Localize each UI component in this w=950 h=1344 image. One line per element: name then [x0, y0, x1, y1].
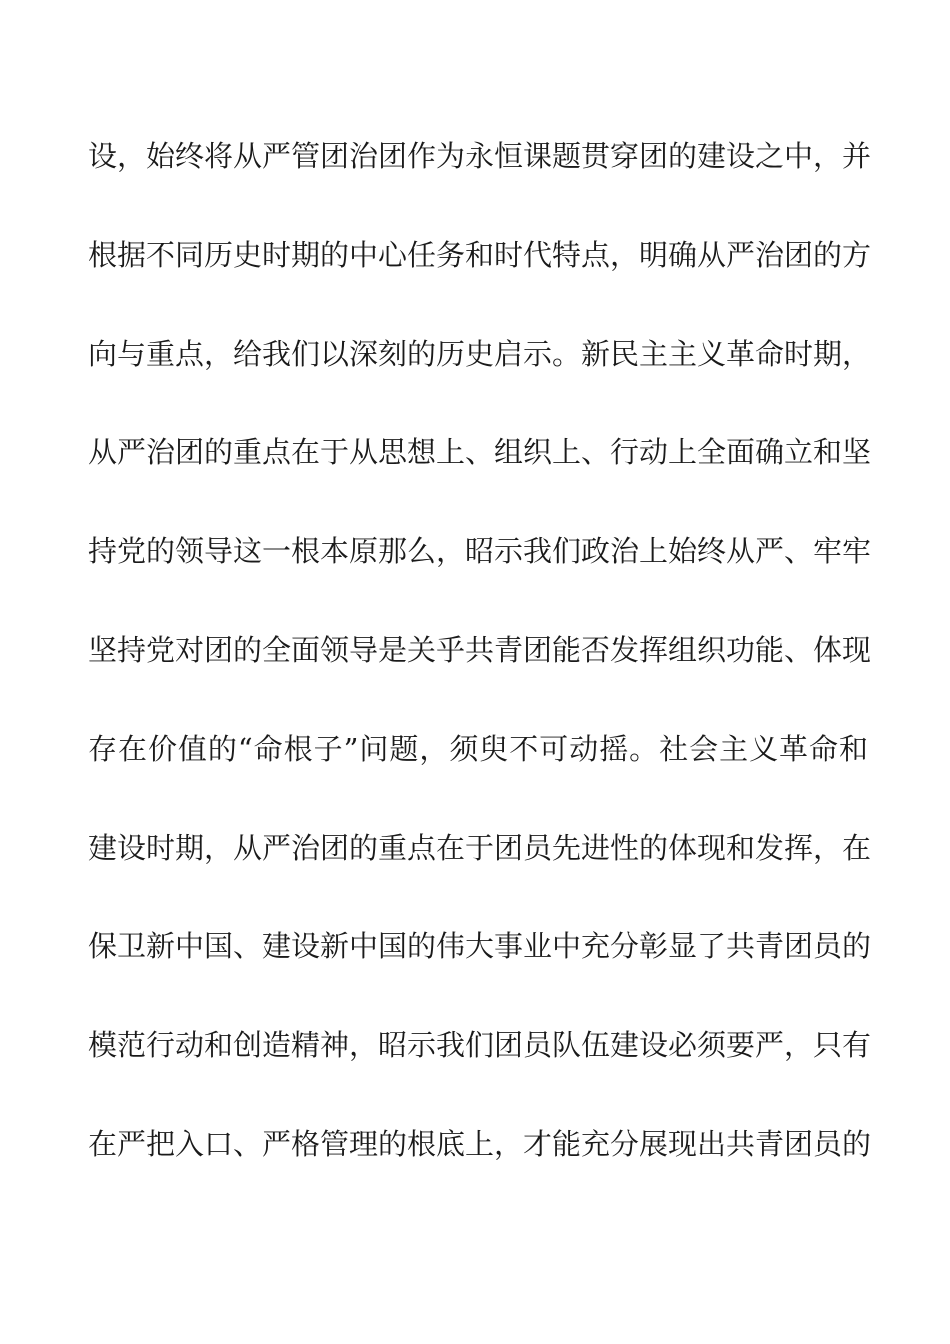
text-line: 保卫新中国、建设新中国的伟大事业中充分彰显了共青团员的 — [88, 929, 872, 964]
text-line: 根据不同历史时期的中心任务和时代特点，明确从严治团的方 — [88, 237, 872, 272]
text-line: 存在价值的“命根子”问题，须臾不可动摇。社会主义革命和 — [88, 731, 868, 766]
text-line: 坚持党对团的全面领导是关乎共青团能否发挥组织功能、体现 — [88, 632, 872, 667]
text-line: 向与重点，给我们以深刻的历史启示。新民主主义革命时期， — [88, 336, 872, 371]
text-line: 设，始终将从严管团治团作为永恒课题贯穿团的建设之中，并 — [88, 139, 872, 173]
text-line: 模范行动和创造精神，昭示我们团员队伍建设必须要严，只有 — [88, 1028, 872, 1063]
body-text — [88, 128, 872, 1215]
text-line: 在严把入口、严格管理的根底上，才能充分展现出共青团员的 — [88, 1126, 872, 1161]
text-line: 建设时期，从严治团的重点在于团员先进性的体现和发挥，在 — [88, 830, 872, 865]
text-line: 持党的领导这一根本原那么，昭示我们政治上始终从严、牢牢 — [88, 534, 872, 569]
text-line: 从严治团的重点在于从思想上、组织上、行动上全面确立和坚 — [88, 435, 872, 470]
